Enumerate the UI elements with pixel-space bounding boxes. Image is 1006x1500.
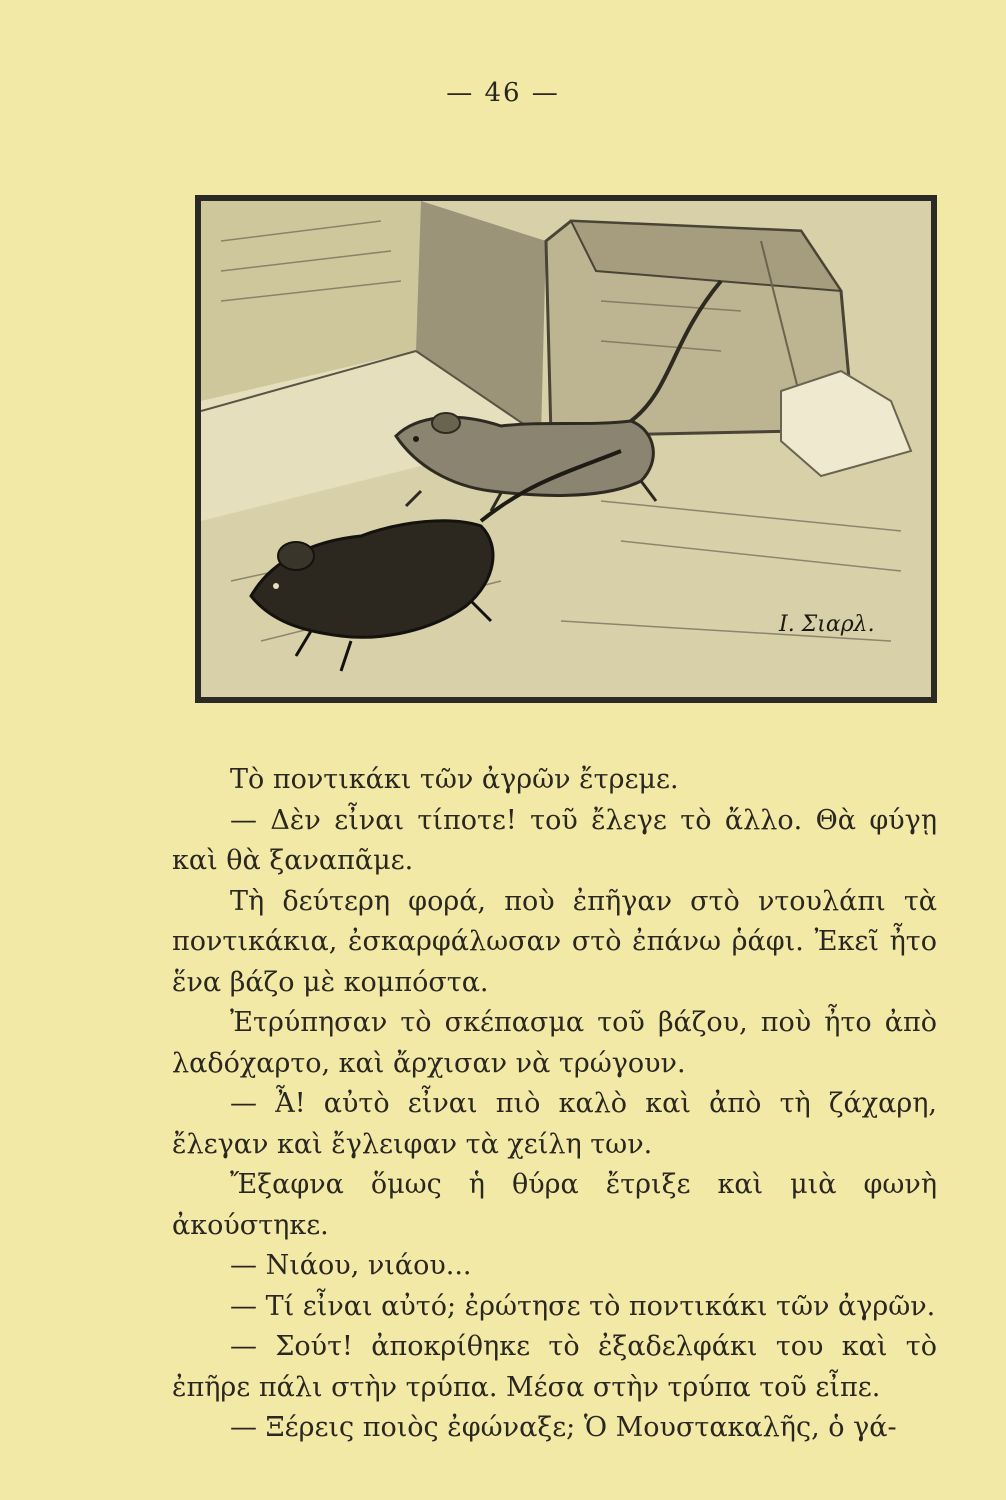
paragraph: Ἔξαφνα ὅμως ἡ θύρα ἔτριξε καὶ μιὰ φωνὴ ἀκούστηκε.	[172, 1169, 937, 1241]
paragraph: — Τί εἶναι αὐτό; ἐρώτησε τὸ ποντικάκι τῶν ἀγρῶν.	[230, 1290, 936, 1322]
paragraph: — Σούτ! ἀποκρίθηκε τὸ ἐξαδελφάκι του καὶ τὸ ἐπῆρε πάλι στὴν τρύπα. Μέσα στὴν τρύπα τοῦ εἶπε.	[172, 1331, 937, 1403]
mice-drawing	[201, 201, 931, 697]
paragraph: — Ξέρεις ποιὸς ἐφώναξε; Ὁ Μουστακαλῆς, ὁ γά-	[230, 1412, 897, 1443]
paragraph: Ἐτρύπησαν τὸ σκέπασμα τοῦ βάζου, ποὺ ἦτο ἀπὸ λαδόχαρτο, καὶ ἄρχισαν νὰ τρώγουν.	[172, 1007, 937, 1079]
paragraph: Τὴ δεύτερη φορά, ποὺ ἐπῆγαν στὸ ντουλάπι τὰ ποντικάκια, ἐσκαρφάλωσαν στὸ ἐπάνω ῥάφι. Ἐκεῖ ἦτο ἕνα βάζο μὲ κομπόστα.	[172, 885, 937, 998]
story-text	[172, 760, 937, 1449]
illustration-two-mice	[195, 195, 937, 703]
paragraph: — Δὲν εἶναι τίποτε! τοῦ ἔλεγε τὸ ἄλλο. Θὰ φύγῃ καὶ θὰ ξαναπᾶμε.	[172, 804, 937, 876]
paragraph: Τὸ ποντικάκι τῶν ἀγρῶν ἔτρεμε.	[230, 764, 679, 795]
page-number: — 46 —	[446, 78, 560, 108]
paragraph: — Νιάου, νιάου...	[230, 1250, 472, 1281]
illustration-signature: Ι. Σιαρλ.	[779, 612, 875, 637]
paragraph: — Ἆ! αὐτὸ εἶναι πιὸ καλὸ καὶ ἀπὸ τὴ ζάχαρη, ἔλεγαν καὶ ἔγλειφαν τὰ χείλη των.	[172, 1088, 937, 1160]
